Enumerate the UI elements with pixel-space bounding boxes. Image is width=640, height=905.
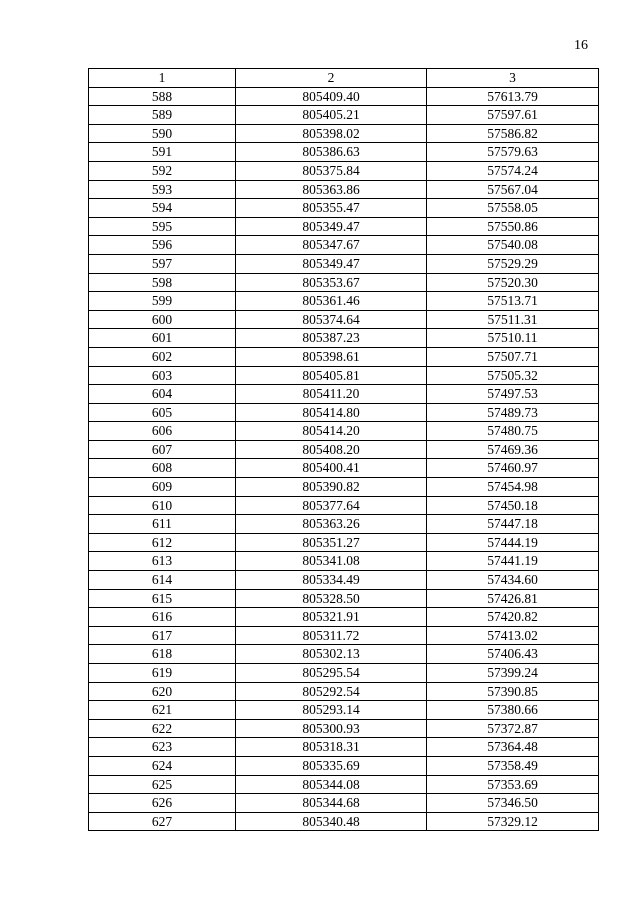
y-coordinate-cell: 57480.75 — [427, 422, 599, 441]
table-row — [89, 347, 599, 366]
point-number-cell: 596 — [89, 236, 236, 255]
y-coordinate-cell: 57489.73 — [427, 403, 599, 422]
table-row — [89, 571, 599, 590]
x-coordinate-cell: 805374.64 — [236, 310, 427, 329]
table-row — [89, 664, 599, 683]
x-coordinate-cell: 805414.80 — [236, 403, 427, 422]
y-coordinate-cell: 57510.11 — [427, 329, 599, 348]
point-number-cell: 610 — [89, 496, 236, 515]
point-number-cell: 600 — [89, 310, 236, 329]
table-row — [89, 626, 599, 645]
table-row — [89, 329, 599, 348]
table-row — [89, 292, 599, 311]
x-coordinate-cell: 805344.08 — [236, 775, 427, 794]
x-coordinate-cell: 805321.91 — [236, 608, 427, 627]
y-coordinate-cell: 57513.71 — [427, 292, 599, 311]
point-number-cell: 623 — [89, 738, 236, 757]
table-row — [89, 143, 599, 162]
point-number-cell: 613 — [89, 552, 236, 571]
point-number-cell: 626 — [89, 794, 236, 813]
y-coordinate-cell: 57441.19 — [427, 552, 599, 571]
point-number-cell: 609 — [89, 478, 236, 497]
table-row — [89, 161, 599, 180]
point-number-cell: 603 — [89, 366, 236, 385]
table-row — [89, 552, 599, 571]
y-coordinate-cell: 57511.31 — [427, 310, 599, 329]
table-row — [89, 756, 599, 775]
point-number-cell: 620 — [89, 682, 236, 701]
x-coordinate-cell: 805363.26 — [236, 515, 427, 534]
page-number: 16 — [574, 38, 588, 53]
point-number-cell: 608 — [89, 459, 236, 478]
x-coordinate-cell: 805363.86 — [236, 180, 427, 199]
x-coordinate-cell: 805318.31 — [236, 738, 427, 757]
y-coordinate-cell: 57364.48 — [427, 738, 599, 757]
x-coordinate-cell: 805386.63 — [236, 143, 427, 162]
table-row — [89, 422, 599, 441]
x-coordinate-cell: 805377.64 — [236, 496, 427, 515]
x-coordinate-cell: 805405.81 — [236, 366, 427, 385]
table-row — [89, 273, 599, 292]
table-row — [89, 719, 599, 738]
x-coordinate-cell: 805390.82 — [236, 478, 427, 497]
y-coordinate-cell: 57460.97 — [427, 459, 599, 478]
y-coordinate-cell: 57413.02 — [427, 626, 599, 645]
x-coordinate-cell: 805341.08 — [236, 552, 427, 571]
x-coordinate-cell: 805409.40 — [236, 87, 427, 106]
table-row — [89, 533, 599, 552]
y-coordinate-cell: 57579.63 — [427, 143, 599, 162]
y-coordinate-cell: 57399.24 — [427, 664, 599, 683]
point-number-cell: 618 — [89, 645, 236, 664]
y-coordinate-cell: 57420.82 — [427, 608, 599, 627]
y-coordinate-cell: 57550.86 — [427, 217, 599, 236]
table-row — [89, 608, 599, 627]
point-number-cell: 606 — [89, 422, 236, 441]
point-number-cell: 599 — [89, 292, 236, 311]
y-coordinate-cell: 57520.30 — [427, 273, 599, 292]
x-coordinate-cell: 805340.48 — [236, 812, 427, 831]
y-coordinate-cell: 57444.19 — [427, 533, 599, 552]
x-coordinate-cell: 805334.49 — [236, 571, 427, 590]
x-coordinate-cell: 805387.23 — [236, 329, 427, 348]
point-number-cell: 614 — [89, 571, 236, 590]
x-coordinate-cell: 805300.93 — [236, 719, 427, 738]
y-coordinate-cell: 57426.81 — [427, 589, 599, 608]
table-row — [89, 515, 599, 534]
x-coordinate-cell: 805375.84 — [236, 161, 427, 180]
y-coordinate-cell: 57497.53 — [427, 385, 599, 404]
table-row — [89, 254, 599, 273]
table-row — [89, 403, 599, 422]
table-row — [89, 812, 599, 831]
point-number-cell: 593 — [89, 180, 236, 199]
x-coordinate-cell: 805351.27 — [236, 533, 427, 552]
y-coordinate-cell: 57469.36 — [427, 440, 599, 459]
point-number-cell: 619 — [89, 664, 236, 683]
x-coordinate-cell: 805361.46 — [236, 292, 427, 311]
y-coordinate-cell: 57353.69 — [427, 775, 599, 794]
table-row — [89, 199, 599, 218]
point-number-cell: 615 — [89, 589, 236, 608]
y-coordinate-cell: 57380.66 — [427, 701, 599, 720]
y-coordinate-cell: 57574.24 — [427, 161, 599, 180]
x-coordinate-cell: 805292.54 — [236, 682, 427, 701]
point-number-cell: 621 — [89, 701, 236, 720]
y-coordinate-cell: 57558.05 — [427, 199, 599, 218]
x-coordinate-cell: 805408.20 — [236, 440, 427, 459]
table-row — [89, 682, 599, 701]
point-number-cell: 604 — [89, 385, 236, 404]
point-number-cell: 625 — [89, 775, 236, 794]
y-coordinate-cell: 57597.61 — [427, 106, 599, 125]
x-coordinate-cell: 805398.02 — [236, 124, 427, 143]
y-coordinate-cell: 57450.18 — [427, 496, 599, 515]
table-row — [89, 459, 599, 478]
y-coordinate-cell: 57390.85 — [427, 682, 599, 701]
y-coordinate-cell: 57358.49 — [427, 756, 599, 775]
x-coordinate-cell: 805293.14 — [236, 701, 427, 720]
point-number-cell: 605 — [89, 403, 236, 422]
y-coordinate-cell: 57540.08 — [427, 236, 599, 255]
point-number-cell: 627 — [89, 812, 236, 831]
x-coordinate-cell: 805295.54 — [236, 664, 427, 683]
column-header: 3 — [427, 69, 599, 88]
table-row — [89, 645, 599, 664]
coordinates-table — [88, 68, 599, 831]
table-body — [89, 87, 599, 831]
point-number-cell: 617 — [89, 626, 236, 645]
y-coordinate-cell: 57507.71 — [427, 347, 599, 366]
x-coordinate-cell: 805398.61 — [236, 347, 427, 366]
table-row — [89, 87, 599, 106]
point-number-cell: 595 — [89, 217, 236, 236]
x-coordinate-cell: 805302.13 — [236, 645, 427, 664]
table-row — [89, 124, 599, 143]
point-number-cell: 612 — [89, 533, 236, 552]
x-coordinate-cell: 805335.69 — [236, 756, 427, 775]
table-row — [89, 701, 599, 720]
table-row — [89, 180, 599, 199]
table-row — [89, 478, 599, 497]
point-number-cell: 602 — [89, 347, 236, 366]
y-coordinate-cell: 57613.79 — [427, 87, 599, 106]
x-coordinate-cell: 805400.41 — [236, 459, 427, 478]
x-coordinate-cell: 805414.20 — [236, 422, 427, 441]
table-row — [89, 589, 599, 608]
table-row — [89, 440, 599, 459]
table-row — [89, 106, 599, 125]
point-number-cell: 611 — [89, 515, 236, 534]
y-coordinate-cell: 57586.82 — [427, 124, 599, 143]
table-row — [89, 738, 599, 757]
y-coordinate-cell: 57329.12 — [427, 812, 599, 831]
point-number-cell: 590 — [89, 124, 236, 143]
table-row — [89, 794, 599, 813]
y-coordinate-cell: 57434.60 — [427, 571, 599, 590]
y-coordinate-cell: 57529.29 — [427, 254, 599, 273]
point-number-cell: 588 — [89, 87, 236, 106]
y-coordinate-cell: 57505.32 — [427, 366, 599, 385]
point-number-cell: 597 — [89, 254, 236, 273]
point-number-cell: 607 — [89, 440, 236, 459]
table-row — [89, 496, 599, 515]
table-row — [89, 217, 599, 236]
point-number-cell: 624 — [89, 756, 236, 775]
table-row — [89, 366, 599, 385]
table-row — [89, 775, 599, 794]
point-number-cell: 592 — [89, 161, 236, 180]
point-number-cell: 601 — [89, 329, 236, 348]
y-coordinate-cell: 57454.98 — [427, 478, 599, 497]
point-number-cell: 589 — [89, 106, 236, 125]
x-coordinate-cell: 805353.67 — [236, 273, 427, 292]
point-number-cell: 591 — [89, 143, 236, 162]
point-number-cell: 594 — [89, 199, 236, 218]
table-row — [89, 310, 599, 329]
table-row — [89, 236, 599, 255]
y-coordinate-cell: 57372.87 — [427, 719, 599, 738]
x-coordinate-cell: 805347.67 — [236, 236, 427, 255]
x-coordinate-cell: 805349.47 — [236, 254, 427, 273]
x-coordinate-cell: 805344.68 — [236, 794, 427, 813]
column-header: 1 — [89, 69, 236, 88]
x-coordinate-cell: 805405.21 — [236, 106, 427, 125]
x-coordinate-cell: 805411.20 — [236, 385, 427, 404]
point-number-cell: 622 — [89, 719, 236, 738]
x-coordinate-cell: 805328.50 — [236, 589, 427, 608]
y-coordinate-cell: 57447.18 — [427, 515, 599, 534]
y-coordinate-cell: 57346.50 — [427, 794, 599, 813]
x-coordinate-cell: 805311.72 — [236, 626, 427, 645]
y-coordinate-cell: 57406.43 — [427, 645, 599, 664]
point-number-cell: 616 — [89, 608, 236, 627]
header-row — [89, 69, 599, 88]
table-header — [89, 69, 599, 88]
column-header: 2 — [236, 69, 427, 88]
point-number-cell: 598 — [89, 273, 236, 292]
x-coordinate-cell: 805349.47 — [236, 217, 427, 236]
y-coordinate-cell: 57567.04 — [427, 180, 599, 199]
table-row — [89, 385, 599, 404]
x-coordinate-cell: 805355.47 — [236, 199, 427, 218]
